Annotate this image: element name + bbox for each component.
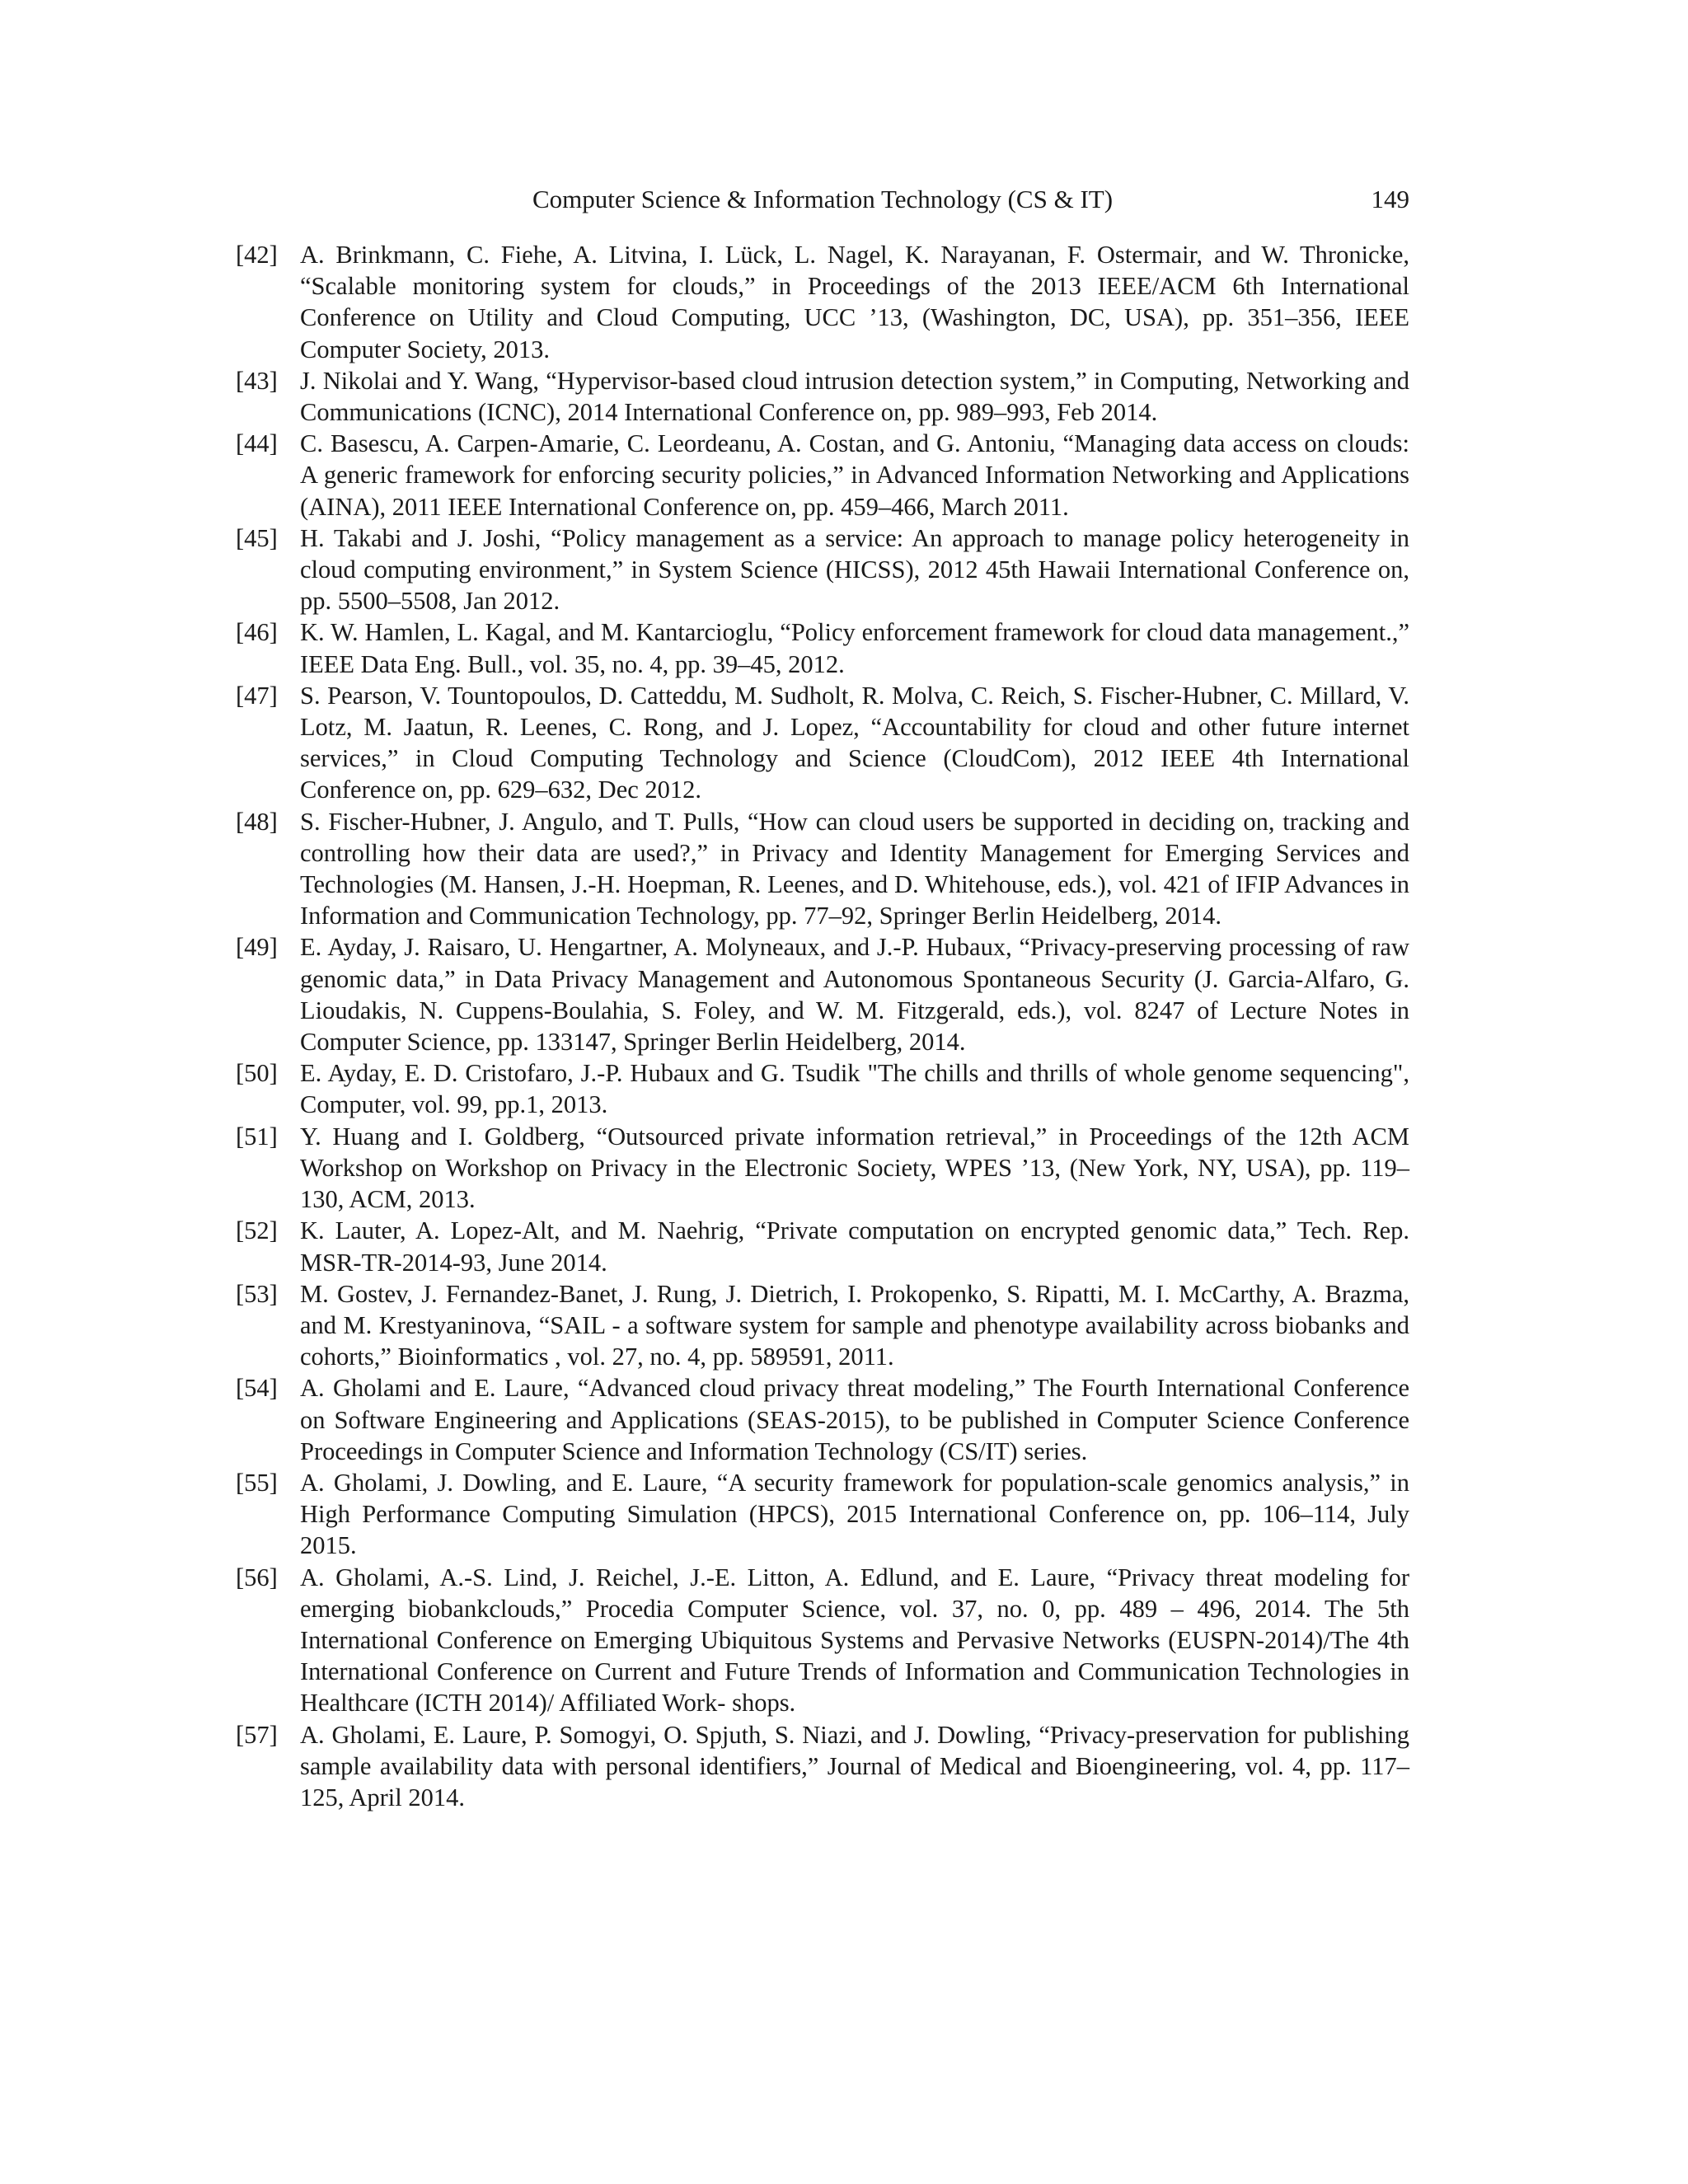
reference-number: [45] [236, 523, 278, 552]
reference-number: [53] [236, 1279, 278, 1308]
reference-text: E. Ayday, J. Raisaro, U. Hengartner, A. Molyneaux, and J.-P. Hubaux, “Privacy-preserving processing of raw genomic data,” in Data Privacy Management and Autonomous Spontaneous Security (J. Garcia-Alfaro, G. Lioudakis, N. Cuppens-Boulahia, S. Foley, and W. M. Fitzgerald, eds.), vol. 8247 of Lecture Notes in Computer Science, pp. 133147, Springer Berlin Heidelberg, 2014. [300, 933, 1409, 1057]
reference-item [236, 1121, 1409, 1216]
reference-item [236, 523, 1409, 617]
reference-text: M. Gostev, J. Fernandez-Banet, J. Rung, J. Dietrich, I. Prokopenko, S. Ripatti, M. I. McCarthy, A. Brazma, and M. Krestyaninova, “SAIL - a software system for sample and phenotype availability across biobanks and cohorts,” Bioinformatics , vol. 27, no. 4, pp. 589591, 2011. [300, 1279, 1409, 1371]
reference-item [236, 1057, 1409, 1120]
reference-text: E. Ayday, E. D. Cristofaro, J.-P. Hubaux and G. Tsudik "The chills and thrills of whole genome sequencing", Computer, vol. 99, pp.1, 2013. [300, 1059, 1409, 1119]
journal-title: Computer Science & Information Technology (CS & IT) [532, 185, 1114, 213]
reference-text: Y. Huang and I. Goldberg, “Outsourced private information retrieval,” in Proceedings of the 12th ACM Workshop on Workshop on Privacy in the Electronic Society, WPES ’13, (New York, NY, USA), pp. 119–130, ACM, 2013. [300, 1122, 1409, 1214]
reference-text: S. Fischer-Hubner, J. Angulo, and T. Pulls, “How can cloud users be supported in deciding on, tracking and controlling how their data are used?,” in Privacy and Identity Management for Emerging Services and Technologies (M. Hansen, J.-H. Hoepman, R. Leenes, and D. Whitehouse, eds.), vol. 421 of IFIP Advances in Information and Communication Technology, pp. 77–92, Springer Berlin Heidelberg, 2014. [300, 807, 1409, 930]
reference-text: K. W. Hamlen, L. Kagal, and M. Kantarcioglu, “Policy enforcement framework for cloud data management.,” IEEE Data Eng. Bull., vol. 35, no. 4, pp. 39–45, 2012. [300, 618, 1409, 678]
reference-text: C. Basescu, A. Carpen-Amarie, C. Leordeanu, A. Costan, and G. Antoniu, “Managing data access on clouds: A generic framework for enforcing security policies,” in Advanced Information Networking and Applications (AINA), 2011 IEEE International Conference on, pp. 459–466, March 2011. [300, 429, 1409, 521]
reference-text: A. Gholami, A.-S. Lind, J. Reichel, J.-E. Litton, A. Edlund, and E. Laure, “Privacy threat modeling for emerging biobankclouds,” Procedia Computer Science, vol. 37, no. 0, pp. 489 – 496, 2014. The 5th International Conference on Emerging Ubiquitous Systems and Pervasive Networks (EUSPN-2014)/The 4th International Conference on Current and Future Trends of Information and Communication Technologies in Healthcare (ICTH 2014)/ Affiliated Work- shops. [300, 1563, 1409, 1718]
reference-item [236, 1562, 1409, 1719]
reference-text: A. Brinkmann, C. Fiehe, A. Litvina, I. Lück, L. Nagel, K. Narayanan, F. Ostermair, and W. Thronicke, “Scalable monitoring system for clouds,” in Proceedings of the 2013 IEEE/ACM 6th International Conference on Utility and Cloud Computing, UCC ’13, (Washington, DC, USA), pp. 351–356, IEEE Computer Society, 2013. [300, 241, 1409, 363]
reference-number: [44] [236, 429, 278, 458]
reference-item [236, 1372, 1409, 1467]
reference-item [236, 931, 1409, 1057]
reference-number: [51] [236, 1122, 278, 1151]
reference-item [236, 1719, 1409, 1814]
running-head [236, 183, 1409, 216]
reference-number: [50] [236, 1059, 278, 1088]
reference-item [236, 806, 1409, 932]
reference-text: J. Nikolai and Y. Wang, “Hypervisor-based cloud intrusion detection system,” in Computing, Networking and Communications (ICNC), 2014 International Conference on, pp. 989–993, Feb 2014. [300, 366, 1409, 427]
reference-item [236, 428, 1409, 523]
reference-number: [42] [236, 241, 278, 269]
reference-item [236, 680, 1409, 806]
reference-item [236, 1215, 1409, 1277]
reference-text: H. Takabi and J. Joshi, “Policy management as a service: An approach to manage policy heterogeneity in cloud computing environment,” in System Science (HICSS), 2012 45th Hawaii International Conference on, pp. 5500–5508, Jan 2012. [300, 523, 1409, 616]
reference-list [236, 239, 1409, 1813]
reference-number: [57] [236, 1720, 278, 1749]
reference-number: [54] [236, 1374, 278, 1403]
reference-item [236, 239, 1409, 365]
reference-text: A. Gholami, E. Laure, P. Somogyi, O. Spjuth, S. Niazi, and J. Dowling, “Privacy-preservation for publishing sample availability data with personal identifiers,” Journal of Medical and Bioengineering, vol. 4, pp. 117–125, April 2014. [300, 1720, 1409, 1811]
reference-number: [48] [236, 807, 278, 836]
reference-item [236, 365, 1409, 428]
reference-number: [49] [236, 933, 278, 962]
reference-text: S. Pearson, V. Tountopoulos, D. Catteddu, M. Sudholt, R. Molva, C. Reich, S. Fischer-Hubner, C. Millard, V. Lotz, M. Jaatun, R. Leenes, C. Rong, and J. Lopez, “Accountability for cloud and other future internet services,” in Cloud Computing Technology and Science (CloudCom), 2012 IEEE 4th International Conference on, pp. 629–632, Dec 2012. [300, 681, 1409, 804]
page-number: 149 [1371, 185, 1409, 213]
reference-number: [47] [236, 681, 278, 710]
reference-number: [56] [236, 1563, 278, 1591]
reference-number: [55] [236, 1468, 278, 1497]
reference-item [236, 1278, 1409, 1373]
reference-number: [46] [236, 618, 278, 647]
reference-number: [43] [236, 366, 278, 395]
reference-text: A. Gholami and E. Laure, “Advanced cloud privacy threat modeling,” The Fourth International Conference on Software Engineering and Applications (SEAS-2015), to be published in Computer Science Conference Proceedings in Computer Science and Information Technology (CS/IT) series. [300, 1374, 1409, 1465]
reference-item [236, 616, 1409, 679]
reference-text: K. Lauter, A. Lopez-Alt, and M. Naehrig, “Private computation on encrypted genomic data,” Tech. Rep. MSR-TR-2014-93, June 2014. [300, 1216, 1409, 1277]
reference-text: A. Gholami, J. Dowling, and E. Laure, “A security framework for population-scale genomics analysis,” in High Performance Computing Simulation (HPCS), 2015 International Conference on, pp. 106–114, July 2015. [300, 1468, 1409, 1560]
reference-number: [52] [236, 1216, 278, 1245]
reference-item [236, 1467, 1409, 1562]
